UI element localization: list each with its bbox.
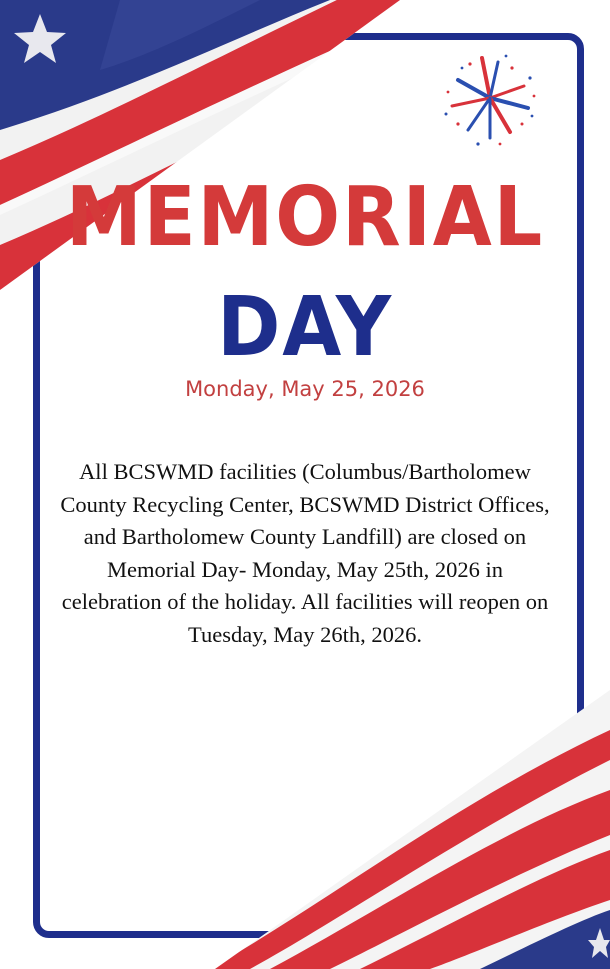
title-day: DAY <box>217 280 393 375</box>
closure-announcement: All BCSWMD facilities (Columbus/Bartholomew County Recycling Center, BCSWMD District Offices, and Bartholomew County Landfill) are closed on Memorial Day- Monday, May 25th, 2026 in celebration of the holiday. All facilities will reopen on Tuesday, May 26th, 2026. <box>60 459 550 647</box>
title-memorial: MEMORIAL <box>65 170 545 265</box>
event-date: Monday, May 25, 2026 <box>185 377 425 401</box>
fireworks-icon <box>440 50 540 150</box>
